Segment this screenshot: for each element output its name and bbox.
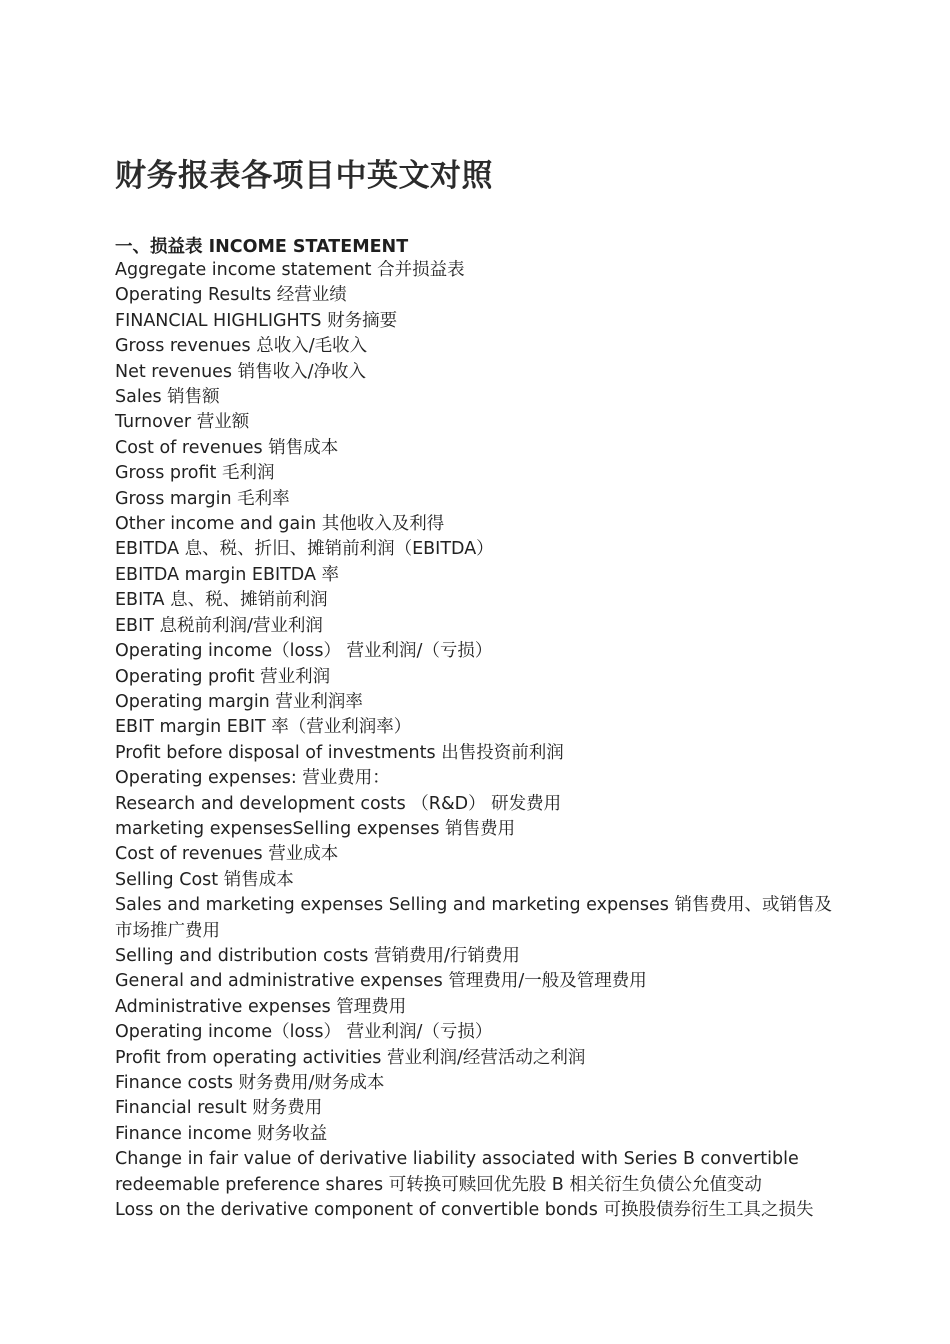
term-item: Loss on the derivative component of convertible bonds 可换股债券衍生工具之损失 [115, 1200, 814, 1221]
term-item: Operating margin 营业利润率 [115, 691, 363, 712]
term-item: Profit from operating activities 营业利润/经营活动之利润 [115, 1047, 586, 1068]
term-item: EBIT margin EBIT 率（营业利润率） [115, 717, 412, 738]
term-item: Cost of revenues 销售成本 [115, 437, 339, 458]
term-list [115, 258, 845, 1223]
term-item: Research and development costs （R&D） 研发费用 [115, 793, 562, 814]
term-item: Selling and distribution costs 营销费用/行销费用 [115, 945, 520, 966]
term-item: Operating profit 营业利润 [115, 666, 331, 687]
term-item: Change in fair value of derivative liability associated with Series B convertible redeemable preference shares 可转换可赎回优先股 B 相关衍生负债公允值变动 [115, 1149, 799, 1195]
term-item: Sales and marketing expenses Selling and marketing expenses 销售费用、或销售及市场推广费用 [115, 895, 832, 941]
term-item: Selling Cost 销售成本 [115, 869, 294, 890]
term-item: Operating expenses: 营业费用： [115, 768, 390, 789]
term-item: Gross margin 毛利率 [115, 488, 290, 509]
term-item: EBITA 息、税、摊销前利润 [115, 590, 328, 611]
term-item: Administrative expenses 管理费用 [115, 996, 407, 1017]
term-item: marketing expensesSelling expenses 销售费用 [115, 818, 516, 839]
term-item: Profit before disposal of investments 出售投资前利润 [115, 742, 564, 763]
term-item: EBIT 息税前利润/营业利润 [115, 615, 323, 636]
term-item: Operating Results 经营业绩 [115, 285, 347, 306]
term-item: Financial result 财务费用 [115, 1098, 323, 1119]
term-item: Gross revenues 总收入/毛收入 [115, 336, 368, 357]
term-item: Gross profit 毛利润 [115, 463, 275, 484]
term-item: Net revenues 销售收入/净收入 [115, 361, 367, 382]
section-heading-income-statement: 一、损益表 INCOME STATEMENT [115, 237, 409, 257]
term-item: Operating income（loss） 营业利润/（亏损） [115, 641, 493, 662]
term-item: Sales 销售额 [115, 387, 220, 408]
term-item: Other income and gain 其他收入及利得 [115, 514, 445, 535]
term-item: EBITDA margin EBITDA 率 [115, 564, 340, 585]
term-item: Finance costs 财务费用/财务成本 [115, 1073, 385, 1093]
term-item: FINANCIAL HIGHLIGHTS 财务摘要 [115, 310, 398, 331]
term-item: Finance income 财务收益 [115, 1123, 328, 1144]
term-item: Operating income（loss） 营业利润/（亏损） [115, 1022, 493, 1043]
term-item: Cost of revenues 营业成本 [115, 844, 339, 865]
term-item: Turnover 营业额 [115, 412, 250, 433]
term-item: General and administrative expenses 管理费用/一般及管理费用 [115, 971, 647, 992]
term-item: Aggregate income statement 合并损益表 [115, 260, 465, 280]
document-title: 财务报表各项目中英文对照 [115, 158, 493, 194]
term-item: EBITDA 息、税、折旧、摊销前利润（EBITDA） [115, 539, 494, 560]
